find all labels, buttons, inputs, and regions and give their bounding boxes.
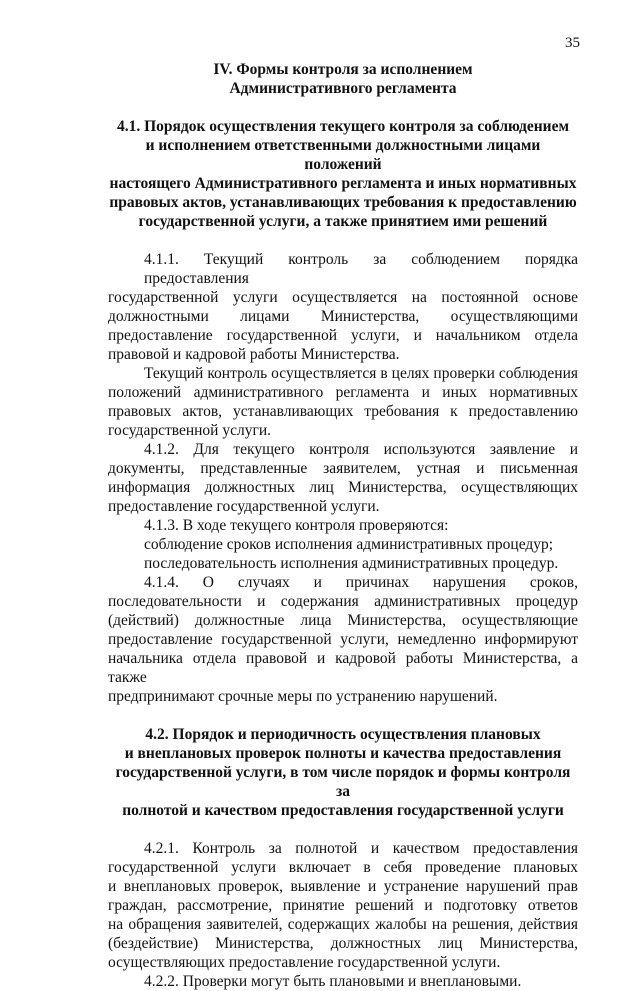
section-title-line: IV. Формы контроля за исполнением [213, 61, 473, 78]
subsection-title-line: настоящего Административного регламента и иных нормативных [109, 175, 577, 192]
text-line: правовой и кадровой работы Министерства. [108, 346, 400, 363]
subsection-title-line: государственной услуги, а также принятием ими решений [138, 213, 548, 230]
text-line: предпринимают срочные меры по устранению нарушений. [108, 688, 498, 705]
text-line: должностными лицами Министерства, осуществляющими [108, 308, 578, 325]
text-line: 4.1.2. Для текущего контроля используются заявление и [144, 441, 578, 458]
text-line: на обращения заявителей, содержащих жалобы на решения, действия [108, 916, 578, 933]
section-title [108, 60, 578, 98]
text-line: и внеплановых проверок, выявление и устранение нарушений прав [108, 878, 578, 895]
text-line: последовательность исполнения административных процедур. [144, 555, 559, 572]
document-body [108, 60, 578, 991]
subsection-title-line: правовых актов, устанавливающих требования к предоставлению [109, 194, 577, 211]
text-line: предоставление государственной услуги, немедленно информируют [108, 631, 578, 648]
page-number: 35 [565, 35, 580, 51]
text-line: (действий) должностные лица Министерства, осуществляющие [108, 612, 578, 629]
text-line: 4.1.1. Текущий контроль за соблюдением порядка предоставления [144, 251, 578, 287]
text-line: правовых актов, устанавливающих требования к предоставлению [108, 403, 578, 420]
text-line: 4.1.4. О случаях и причинах нарушения сроков, [144, 574, 578, 591]
text-line: государственной услуги осуществляется на постоянной основе [108, 289, 578, 306]
text-line: Текущий контроль осуществляется в целях проверки соблюдения [144, 365, 578, 382]
subsection-title-line: и внеплановых проверок полноты и качества предоставления [124, 745, 562, 762]
text-line: государственной услуги включает в себя проведение плановых [108, 859, 578, 876]
text-line: предоставление государственной услуги, и начальником отдела [108, 327, 578, 344]
text-line: документы, представленные заявителем, устная и письменная [108, 460, 578, 477]
subsection-4-1-text [108, 250, 578, 706]
text-line: 4.2.2. Проверки могут быть плановыми и внеплановыми. [144, 973, 522, 990]
text-line: осуществляющих предоставление государственной услуги. [108, 954, 501, 971]
text-line: (бездействие) Министерства, должностных лиц Министерства, [108, 935, 578, 952]
text-line: информация должностных лиц Министерства, осуществляющих [108, 479, 578, 496]
text-line: государственной услуги. [108, 422, 271, 439]
subsection-title-line: и исполнением ответственными должностными лицами положений [145, 137, 541, 173]
section-title-line: Административного регламента [229, 80, 457, 97]
text-line: начальника отдела правовой и кадровой работы Министерства, а также [108, 650, 578, 686]
text-line: последовательности и содержания административных процедур [108, 593, 578, 610]
text-line: предоставление государственной услуги. [108, 498, 380, 515]
section-gap [108, 706, 578, 725]
subsection-4-2-title [108, 725, 578, 820]
subsection-4-2-text [108, 839, 578, 991]
subsection-4-1-title [108, 117, 578, 231]
subsection-title-line: 4.2. Порядок и периодичность осуществления плановых [145, 726, 541, 743]
text-line: 4.2.1. Контроль за полнотой и качеством предоставления [144, 840, 578, 857]
text-line: граждан, рассмотрение, принятие решений и подготовку ответов [108, 897, 578, 914]
subsection-title-line: 4.1. Порядок осуществления текущего контроля за соблюдением [116, 118, 570, 135]
text-line: соблюдение сроков исполнения административных процедур; [144, 536, 554, 553]
text-line: 4.1.3. В ходе текущего контроля проверяются: [144, 517, 449, 534]
subsection-title-line: полнотой и качеством предоставления государственной услуги [122, 802, 564, 819]
text-line: положений административного регламента и иных нормативных [108, 384, 578, 401]
subsection-title-line: государственной услуги, в том числе порядок и формы контроля за [115, 764, 571, 800]
